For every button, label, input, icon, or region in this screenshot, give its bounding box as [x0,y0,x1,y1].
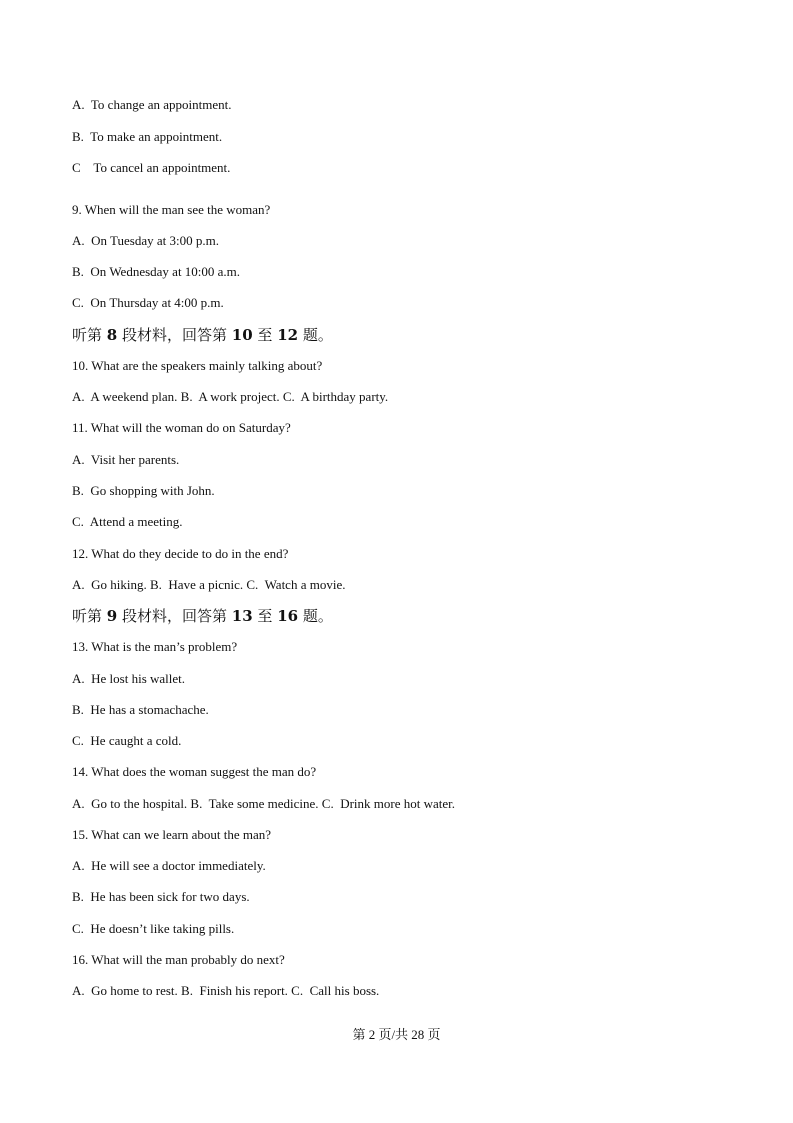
section-8-text-4: 题。 [298,326,333,344]
q15-option-c: C. He doesn’t like taking pills. [72,921,235,936]
section-9-number-2: 13 [231,607,253,625]
q15-question: 15. What can we learn about the man? [72,827,272,842]
section-9-text-2: 段材料，回答第 [117,607,232,625]
q12-question: 12. What do they decide to do in the end? [72,546,289,561]
q16-question: 16. What will the man probably do next? [72,952,285,967]
q9-question: 9. When will the man see the woman? [72,202,271,217]
section-8-text-1: 听第 [72,326,107,344]
section-9-number-1: 9 [106,607,118,625]
section-8-number-2: 10 [231,326,253,344]
section-9-text-3: 至 [252,607,278,625]
q15-option-a: A. He will see a doctor immediately. [72,858,266,873]
q13-option-b: B. He has a stomachache. [72,702,209,717]
q11-option-a: A. Visit her parents. [72,452,180,467]
q10-question: 10. What are the speakers mainly talking about? [72,358,323,373]
q13-option-a: A. He lost his wallet. [72,671,186,686]
q11-option-c: C. Attend a meeting. [72,514,183,529]
q13-question: 13. What is the man’s problem? [72,639,238,654]
q12-options: A. Go hiking. B. Have a picnic. C. Watch a movie. [72,577,346,592]
q13-option-c: C. He caught a cold. [72,733,182,748]
q8-option-a: A. To change an appointment. [72,97,232,112]
q8-option-b: B. To make an appointment. [72,129,223,144]
q9-option-a: A. On Tuesday at 3:00 p.m. [72,233,219,248]
section-heading-9 [72,607,333,625]
section-8-number-1: 8 [106,326,118,344]
section-8-text-2: 段材料，回答第 [117,326,232,344]
q15-option-b: B. He has been sick for two days. [72,889,250,904]
q8-option-c: C To cancel an appointment. [72,160,231,175]
section-9-number-3: 16 [277,607,299,625]
q10-options: A. A weekend plan. B. A work project. C. A birthday party. [72,389,389,404]
section-9-text-1: 听第 [72,607,107,625]
q11-question: 11. What will the woman do on Saturday? [72,420,291,435]
section-8-text-3: 至 [252,326,278,344]
q11-option-b: B. Go shopping with John. [72,483,215,498]
section-heading-8 [72,326,333,344]
q14-options: A. Go to the hospital. B. Take some medicine. C. Drink more hot water. [72,796,456,811]
section-9-text-4: 题。 [298,607,333,625]
page-number-footer: 第 2 页/共 28 页 [352,1027,441,1042]
q9-option-c: C. On Thursday at 4:00 p.m. [72,295,224,310]
section-8-number-3: 12 [277,326,299,344]
q14-question: 14. What does the woman suggest the man do? [72,764,317,779]
q9-option-b: B. On Wednesday at 10:00 a.m. [72,264,241,279]
q16-options: A. Go home to rest. B. Finish his report. C. Call his boss. [72,983,380,998]
